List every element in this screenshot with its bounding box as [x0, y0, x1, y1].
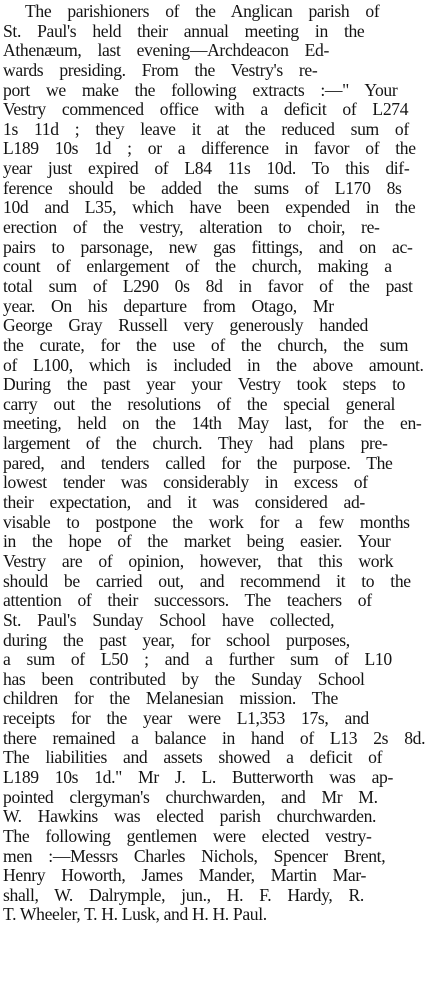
text-line: erection of the vestry, alteration to choir, re-	[3, 217, 380, 238]
text-line: George Gray Russell very generously handed	[3, 315, 368, 336]
text-line: carry out the resolutions of the special general	[3, 393, 396, 414]
text-line: should be carried out, and recommend it to the	[3, 570, 411, 591]
text-line: receipts for the year were L1,353 17s, and	[3, 708, 369, 729]
text-line: the curate, for the use of the church, the sum	[3, 334, 409, 355]
text-line: year. On his departure from Otago, Mr	[3, 295, 334, 316]
text-line: L189 10s 1d." Mr J. L. Butterworth was ap-	[3, 766, 393, 787]
text-line: men :—Messrs Charles Nichols, Spencer Brent,	[3, 845, 386, 866]
text-line: there remained a balance in hand of L13 2s 8d.	[3, 727, 426, 748]
text-line: count of enlargement of the church, making a	[3, 256, 392, 277]
text-line: Athenæum, last evening—Archdeacon Ed-	[3, 40, 329, 61]
article-paragraph	[3, 2, 444, 925]
text-line: pointed clergyman's churchwarden, and Mr M.	[3, 786, 378, 807]
text-line: St. Paul's Sunday School have collected,	[3, 609, 335, 630]
text-line: their expectation, and it was considered ad-	[3, 492, 365, 513]
text-line: The parishioners of the Anglican parish of	[25, 1, 380, 21]
text-line: Vestry are of opinion, however, that this work	[3, 550, 394, 571]
text-line: during the past year, for school purposes,	[3, 629, 350, 650]
text-line: W. Hawkins was elected parish churchwarden.	[3, 806, 377, 827]
text-line: attention of their successors. The teachers of	[3, 590, 372, 611]
text-line: The following gentlemen were elected vestry-	[3, 825, 372, 846]
text-line: has been contributed by the Sunday School	[3, 668, 365, 689]
text-line: 10d and L35, which have been expended in the	[3, 197, 416, 218]
text-line: in the hope of the market being easier. Your	[3, 531, 391, 552]
text-line: largement of the church. They had plans pre-	[3, 433, 388, 454]
text-line: The liabilities and assets showed a deficit of	[3, 747, 383, 768]
text-line: meeting, held on the 14th May last, for the en-	[3, 413, 422, 434]
text-line: pairs to parsonage, new gas fittings, and on ac-	[3, 236, 413, 257]
text-line: ference should be added the sums of L170 8s	[3, 177, 402, 198]
text-line: of L100, which is included in the above amount.	[3, 354, 424, 375]
text-line: During the past year your Vestry took steps to	[3, 374, 406, 395]
text-line: St. Paul's held their annual meeting in the	[3, 20, 365, 41]
text-line: Henry Howorth, James Mander, Martin Mar-	[3, 865, 367, 886]
text-line: a sum of L50 ; and a further sum of L10	[3, 649, 392, 670]
text-line: shall, W. Dalrymple, jun., H. F. Hardy, R.	[3, 884, 364, 905]
text-line: children for the Melanesian mission. The	[3, 688, 338, 709]
text-line: year just expired of L84 11s 10d. To this dif-	[3, 158, 410, 179]
text-line: wards presiding. From the Vestry's re-	[3, 59, 318, 80]
text-line: port we make the following extracts :—" Your	[3, 79, 398, 100]
text-line: total sum of L290 0s 8d in favor of the past	[3, 275, 413, 296]
text-line: 1s 11d ; they leave it at the reduced sum of	[3, 118, 409, 139]
text-line: Vestry commenced office with a deficit of L274	[3, 99, 409, 120]
text-line: L189 10s 1d ; or a difference in favor of the	[3, 138, 416, 159]
text-line: pared, and tenders called for the purpose. The	[3, 452, 393, 473]
text-line: T. Wheeler, T. H. Lusk, and H. H. Paul.	[3, 904, 267, 925]
text-line: visable to postpone the work for a few months	[3, 511, 410, 532]
text-line: lowest tender was considerably in excess of	[3, 472, 368, 493]
